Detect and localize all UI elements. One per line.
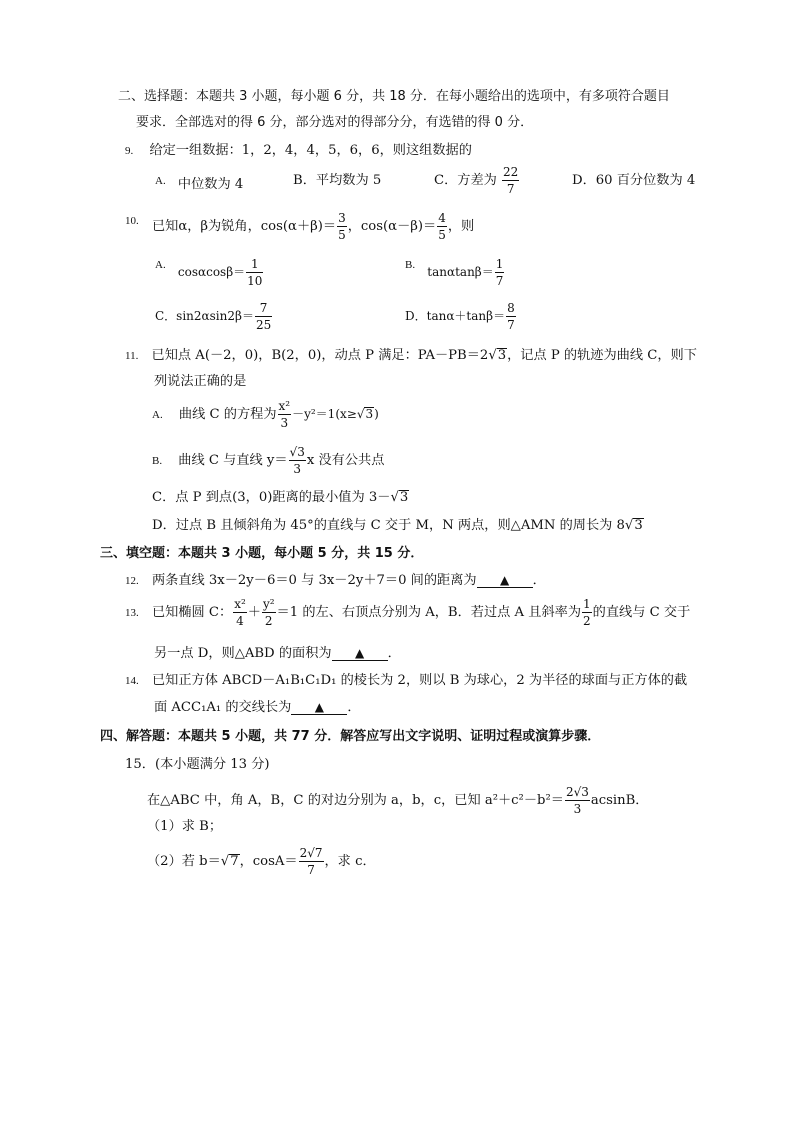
option-label: A. — [155, 175, 166, 187]
question-14 — [125, 672, 687, 690]
radicand: 3 — [497, 348, 507, 363]
question-number: 11. — [125, 350, 139, 362]
fraction: $\frac{√3}{3}$ — [289, 445, 305, 476]
answer-blank[interactable]: ▲ — [291, 700, 347, 715]
question-stem: 的直线与 C 交于 — [592, 605, 691, 620]
q9-option-b: B．平均数为 5 — [293, 173, 382, 188]
question-15-part-2 — [147, 847, 376, 876]
sqrt-sign: √ — [356, 407, 365, 421]
section-3-title: 三、填空题：本题共 3 小题，每小题 5 分，共 15 分． — [100, 546, 424, 561]
question-stem: ，cosA＝ — [239, 854, 298, 869]
question-stem: ，则 — [447, 219, 475, 234]
option-label: A. — [152, 409, 163, 421]
option-text: cosαcosβ＝ — [177, 265, 246, 279]
question-stem: 另一点 D，则△ABD 的面积为 — [154, 646, 332, 661]
q9-option-c — [434, 166, 520, 195]
fraction: $\frac{7}{25}$ — [255, 301, 272, 332]
question-9 — [125, 142, 472, 160]
plus-sign: ＋ — [247, 605, 261, 620]
option-text: D．过点 B 且倾斜角为 45°的直线与 C 交于 M，N 两点，则△AMN 的周长为 8 — [152, 518, 625, 533]
q11-option-a — [152, 400, 379, 429]
question-stem: acsinB． — [590, 793, 649, 808]
sqrt-sign: √ — [624, 518, 634, 533]
q11-option-b — [152, 446, 384, 475]
question-stem: 两条直线 3x－2y－6＝0 与 3x－2y＋7＝0 间的距离为 — [151, 573, 477, 588]
question-15-part-1: （1）求 B； — [147, 819, 223, 834]
fraction: $\frac{1}{2}$ — [583, 597, 591, 628]
question-13-line2 — [154, 645, 401, 663]
q10-option-b — [405, 256, 505, 287]
radicand: 3 — [399, 490, 409, 505]
fraction: $\frac{1}{7}$ — [495, 257, 504, 288]
question-number: 14. — [125, 675, 139, 687]
question-stem: ，cos(α－β)＝ — [347, 219, 437, 234]
q10-option-c — [155, 302, 273, 331]
question-end: ． — [347, 700, 361, 715]
fraction: $\frac{\text{x²}}{3}$ — [278, 399, 291, 430]
question-number: 12. — [125, 575, 139, 587]
option-text: D．tanα＋tanβ＝ — [405, 309, 506, 323]
question-stem: 在△ABC 中，角 A，B，C 的对边分别为 a，b，c，已知 a²＋c²－b²＝ — [147, 793, 564, 808]
fraction: $\frac{2√7}{7}$ — [299, 846, 323, 877]
q11-option-c — [152, 489, 409, 507]
option-label: B. — [405, 259, 416, 271]
question-stem: 已知正方体 ABCD－A₁B₁C₁D₁ 的棱长为 2，则以 B 为球心，2 为半径的球面与正方体的截 — [151, 673, 688, 688]
question-11-line2: 列说法正确的是 — [154, 374, 247, 389]
radicand: 3 — [634, 518, 643, 533]
fraction: $\frac{2√3}{3}$ — [565, 785, 589, 816]
question-stem: 给定一组数据：1，2，4，4，5，6，6，则这组数据的 — [149, 143, 472, 158]
question-stem: 已知α，β为锐角，cos(α＋β)＝ — [151, 219, 337, 234]
question-15-stem — [147, 786, 648, 815]
answer-blank[interactable]: ▲ — [477, 573, 533, 588]
fraction: $\frac{\text{x²}}{4}$ — [234, 597, 246, 628]
option-label: A. — [155, 259, 166, 271]
fraction: $\frac{3}{5}$ — [338, 211, 346, 242]
option-text: C．点 P 到点(3，0)距离的最小值为 3－ — [152, 490, 391, 505]
radicand: 3 — [365, 407, 374, 421]
question-stem: ，求 c． — [324, 854, 376, 869]
sqrt-sign: √ — [390, 490, 399, 505]
question-number: 10. — [125, 215, 139, 227]
fraction: $\frac{1}{10}$ — [247, 257, 263, 288]
question-number: 13. — [125, 607, 139, 619]
section-2-title-line2: 要求．全部选对的得 6 分，部分选对的得部分分，有选错的得 0 分． — [136, 115, 534, 130]
option-text: －y²＝1(x≥ — [292, 407, 357, 421]
option-text: C．方差为 — [434, 173, 497, 188]
question-stem: 已知椭圆 C： — [151, 605, 233, 620]
section-2-title-line1: 二、选择题：本题共 3 小题，每小题 6 分，共 18 分．在每小题给出的选项中，有多项符合题目 — [118, 89, 670, 104]
question-stem: ，记点 P 的轨迹为曲线 C，则下 — [507, 348, 697, 363]
question-stem: （2）若 b＝ — [147, 854, 221, 869]
option-text: 中位数为 4 — [177, 177, 244, 192]
option-text: ) — [374, 407, 379, 421]
question-15-header: 15．(本小题满分 13 分) — [125, 757, 270, 772]
question-end: ． — [387, 646, 401, 661]
fraction: $\frac{22}{7}$ — [503, 165, 519, 196]
question-stem: 已知点 A(－2，0)，B(2，0)，动点 P 满足：PA－PB＝2 — [151, 348, 489, 363]
fraction: $\frac{4}{5}$ — [438, 211, 446, 242]
question-10 — [125, 212, 474, 241]
sqrt-sign: √ — [488, 348, 497, 363]
option-text: tanαtanβ＝ — [427, 265, 494, 279]
answer-blank[interactable]: ▲ — [332, 646, 388, 661]
q9-option-d: D．60 百分位数为 4 — [572, 173, 696, 188]
option-text: 曲线 C 与直线 y＝ — [178, 453, 288, 468]
q10-option-d — [405, 302, 517, 331]
question-stem: ＝1 的左、右顶点分别为 A，B．若过点 A 且斜率为 — [276, 605, 582, 620]
question-number: 9. — [125, 145, 134, 157]
question-end: ． — [532, 573, 546, 588]
radicand: 7 — [230, 854, 239, 869]
question-14-line2 — [154, 699, 361, 717]
question-13 — [125, 598, 690, 627]
question-11 — [125, 347, 697, 365]
fraction: $\frac{\text{y²}}{2}$ — [262, 597, 275, 628]
q9-option-a — [155, 172, 243, 194]
q10-option-a — [155, 256, 264, 287]
option-text: C．sin2αsin2β＝ — [155, 309, 254, 323]
sqrt-sign: √ — [220, 854, 230, 869]
option-text: x 没有公共点 — [306, 453, 385, 468]
option-label: B. — [152, 455, 163, 467]
option-text: 曲线 C 的方程为 — [178, 407, 277, 422]
question-stem: 面 ACC₁A₁ 的交线长为 — [154, 700, 292, 715]
section-4-title: 四、解答题：本题共 5 小题，共 77 分．解答应写出文字说明、证明过程或演算步骤． — [100, 729, 601, 744]
question-12 — [125, 572, 546, 590]
fraction: $\frac{8}{7}$ — [507, 301, 515, 332]
q11-option-d — [152, 517, 644, 535]
